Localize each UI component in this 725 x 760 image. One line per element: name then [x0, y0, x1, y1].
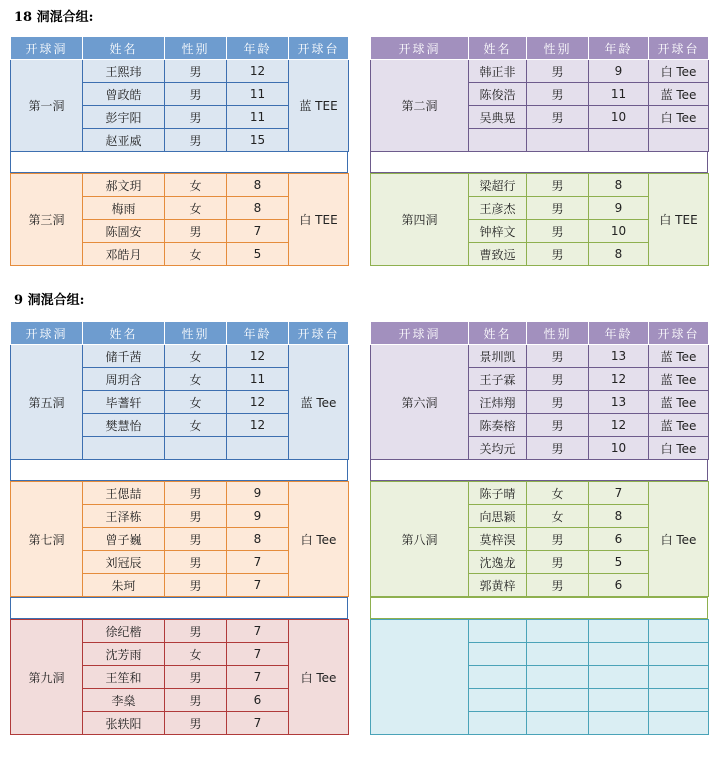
- section-title-18-hole: 18 洞混合组:: [14, 10, 94, 25]
- group-separator: [370, 597, 708, 619]
- header-tee-hole: 开球洞: [371, 37, 469, 60]
- player-name: 沈逸龙: [469, 551, 527, 574]
- player-gender: 男: [165, 60, 227, 83]
- empty-cell: [589, 712, 649, 735]
- player-age: [589, 129, 649, 152]
- tee-box: 白 Tee: [649, 482, 709, 597]
- player-gender: 男: [527, 574, 589, 597]
- hole-label: 第二洞: [371, 60, 469, 152]
- player-age: 5: [227, 243, 289, 266]
- player-age: 13: [589, 391, 649, 414]
- player-name: 刘冠辰: [83, 551, 165, 574]
- player-age: 12: [227, 345, 289, 368]
- group-separator: [10, 597, 348, 619]
- header-row: [371, 322, 709, 345]
- header-tee-hole: 开球洞: [371, 322, 469, 345]
- player-gender: 男: [527, 60, 589, 83]
- empty-cell: [589, 643, 649, 666]
- player-gender: 男: [527, 345, 589, 368]
- empty-cell: [649, 689, 709, 712]
- player-age: 9: [227, 482, 289, 505]
- group-table-hole-9: [10, 619, 349, 735]
- header-name: 姓名: [83, 37, 165, 60]
- player-age: 11: [227, 83, 289, 106]
- player-gender: [527, 129, 589, 152]
- player-age: 7: [227, 551, 289, 574]
- player-name: 关均元: [469, 437, 527, 460]
- empty-cell: [469, 643, 527, 666]
- player-name: 储千茜: [83, 345, 165, 368]
- player-name: 朱珂: [83, 574, 165, 597]
- tee-box: 白 Tee: [649, 60, 709, 83]
- group-table-hole-2: [370, 36, 709, 152]
- player-age: 10: [589, 220, 649, 243]
- empty-cell: [649, 643, 709, 666]
- player-name: 毕蓍轩: [83, 391, 165, 414]
- player-gender: 男: [165, 666, 227, 689]
- hole-label: 第八洞: [371, 482, 469, 597]
- player-name: 陈奏榕: [469, 414, 527, 437]
- group-table-hole-8: [370, 481, 709, 597]
- player-name: 张轶阳: [83, 712, 165, 735]
- header-row: [11, 37, 349, 60]
- group-separator: [370, 459, 708, 481]
- table-row: [11, 60, 349, 83]
- tee-box: 蓝 Tee: [649, 391, 709, 414]
- player-name: 韩正非: [469, 60, 527, 83]
- player-gender: 男: [165, 482, 227, 505]
- player-gender: 男: [165, 129, 227, 152]
- player-gender: 男: [527, 391, 589, 414]
- table-row: [371, 345, 709, 368]
- player-gender: 男: [165, 83, 227, 106]
- player-gender: 女: [165, 197, 227, 220]
- player-name: 陈俊浩: [469, 83, 527, 106]
- player-name: 樊慧怡: [83, 414, 165, 437]
- player-gender: 女: [165, 414, 227, 437]
- group-table-hole-1: [10, 36, 349, 152]
- section-title-9-hole: 9 洞混合组:: [14, 293, 85, 308]
- player-age: 5: [589, 551, 649, 574]
- player-gender: 男: [165, 505, 227, 528]
- empty-cell: [589, 689, 649, 712]
- player-age: 8: [589, 243, 649, 266]
- empty-cell: [527, 689, 589, 712]
- tee-box: 蓝 Tee: [289, 345, 349, 460]
- player-age: 6: [589, 528, 649, 551]
- table-row: [11, 174, 349, 197]
- empty-cell: [649, 620, 709, 643]
- header-gender: 性别: [527, 322, 589, 345]
- player-name: 曹致远: [469, 243, 527, 266]
- header-name: 姓名: [83, 322, 165, 345]
- group-table-hole-3: [10, 173, 349, 266]
- player-gender: 男: [527, 437, 589, 460]
- player-name: 景圳凯: [469, 345, 527, 368]
- empty-cell: [589, 666, 649, 689]
- header-name: 姓名: [469, 322, 527, 345]
- player-name: 梅雨: [83, 197, 165, 220]
- player-name: 周玥含: [83, 368, 165, 391]
- player-gender: 男: [165, 220, 227, 243]
- player-name: 赵亚威: [83, 129, 165, 152]
- player-name: 向思颖: [469, 505, 527, 528]
- player-name: [469, 129, 527, 152]
- header-name: 姓名: [469, 37, 527, 60]
- player-gender: [165, 437, 227, 460]
- player-age: 7: [227, 666, 289, 689]
- player-age: 7: [227, 643, 289, 666]
- header-row: [371, 37, 709, 60]
- empty-cell: [649, 712, 709, 735]
- group-separator: [370, 151, 708, 173]
- hole-label: 第七洞: [11, 482, 83, 597]
- player-age: 7: [227, 574, 289, 597]
- table-row: [371, 620, 709, 643]
- player-name: 李燊: [83, 689, 165, 712]
- player-name: 吴典晃: [469, 106, 527, 129]
- header-tee-box: 开球台: [649, 322, 709, 345]
- group-table-hole-4: [370, 173, 709, 266]
- hole-label: [371, 620, 469, 735]
- player-gender: 男: [527, 243, 589, 266]
- tee-box: 白 TEE: [649, 174, 709, 266]
- player-name: 郝文玥: [83, 174, 165, 197]
- player-name: 梁超行: [469, 174, 527, 197]
- player-gender: 女: [165, 368, 227, 391]
- player-gender: 男: [527, 197, 589, 220]
- header-age: 年龄: [227, 322, 289, 345]
- empty-cell: [589, 620, 649, 643]
- tee-box: 白 Tee: [649, 437, 709, 460]
- player-age: 13: [589, 345, 649, 368]
- player-age: 9: [589, 197, 649, 220]
- player-age: 12: [589, 414, 649, 437]
- tee-box: 白 Tee: [649, 106, 709, 129]
- group-separator: [10, 151, 348, 173]
- player-gender: 男: [165, 528, 227, 551]
- hole-label: 第九洞: [11, 620, 83, 735]
- player-age: 8: [589, 505, 649, 528]
- table-row: [371, 482, 709, 505]
- player-age: 11: [589, 83, 649, 106]
- header-age: 年龄: [589, 322, 649, 345]
- table-row: [11, 345, 349, 368]
- player-gender: 男: [165, 106, 227, 129]
- player-gender: 女: [165, 345, 227, 368]
- empty-cell: [469, 666, 527, 689]
- header-age: 年龄: [227, 37, 289, 60]
- player-gender: 男: [527, 551, 589, 574]
- group-table-hole-5: [10, 321, 349, 460]
- player-gender: 男: [527, 220, 589, 243]
- player-name: 王彦杰: [469, 197, 527, 220]
- empty-cell: [527, 643, 589, 666]
- player-name: 沈芳雨: [83, 643, 165, 666]
- player-age: 10: [589, 106, 649, 129]
- table-row: [371, 60, 709, 83]
- player-name: 曾子巍: [83, 528, 165, 551]
- hole-label: 第三洞: [11, 174, 83, 266]
- player-age: 12: [227, 60, 289, 83]
- player-name: 曾政皓: [83, 83, 165, 106]
- player-name: 莫梓淏: [469, 528, 527, 551]
- player-gender: 男: [165, 689, 227, 712]
- player-gender: 女: [165, 174, 227, 197]
- header-tee-hole: 开球洞: [11, 322, 83, 345]
- player-age: 12: [227, 391, 289, 414]
- header-gender: 性别: [527, 37, 589, 60]
- player-gender: 男: [165, 574, 227, 597]
- player-age: 7: [227, 712, 289, 735]
- player-age: 9: [589, 60, 649, 83]
- header-gender: 性别: [165, 37, 227, 60]
- tee-box: 蓝 Tee: [649, 345, 709, 368]
- player-gender: 男: [165, 551, 227, 574]
- header-age: 年龄: [589, 37, 649, 60]
- empty-cell: [527, 666, 589, 689]
- tee-box: [649, 129, 709, 152]
- player-gender: 男: [527, 528, 589, 551]
- player-age: 11: [227, 368, 289, 391]
- player-gender: 女: [527, 505, 589, 528]
- header-tee-box: 开球台: [289, 322, 349, 345]
- player-gender: 男: [527, 83, 589, 106]
- table-row: [371, 174, 709, 197]
- player-age: 8: [227, 528, 289, 551]
- player-gender: 男: [165, 620, 227, 643]
- player-name: 王子霖: [469, 368, 527, 391]
- player-name: 徐纪楷: [83, 620, 165, 643]
- player-gender: 女: [165, 243, 227, 266]
- empty-cell: [469, 620, 527, 643]
- tee-box: 蓝 TEE: [289, 60, 349, 152]
- player-gender: 女: [165, 643, 227, 666]
- header-row: [11, 322, 349, 345]
- player-age: 7: [227, 220, 289, 243]
- player-gender: 男: [527, 174, 589, 197]
- hole-label: 第四洞: [371, 174, 469, 266]
- header-gender: 性别: [165, 322, 227, 345]
- tee-box: 蓝 Tee: [649, 414, 709, 437]
- player-age: 6: [227, 689, 289, 712]
- empty-cell: [527, 620, 589, 643]
- group-table-empty: [370, 619, 709, 735]
- tee-box: 蓝 Tee: [649, 83, 709, 106]
- player-gender: 女: [165, 391, 227, 414]
- player-age: 12: [589, 368, 649, 391]
- player-age: 7: [227, 620, 289, 643]
- player-name: 邓皓月: [83, 243, 165, 266]
- tee-box: 蓝 Tee: [649, 368, 709, 391]
- hole-label: 第一洞: [11, 60, 83, 152]
- player-name: 王泽栋: [83, 505, 165, 528]
- player-name: [83, 437, 165, 460]
- player-name: 陈圄安: [83, 220, 165, 243]
- player-age: 8: [227, 174, 289, 197]
- player-gender: 男: [527, 106, 589, 129]
- player-name: 陈子晴: [469, 482, 527, 505]
- player-age: 12: [227, 414, 289, 437]
- group-separator: [10, 459, 348, 481]
- player-gender: 女: [527, 482, 589, 505]
- empty-cell: [469, 712, 527, 735]
- table-row: [11, 620, 349, 643]
- player-age: 9: [227, 505, 289, 528]
- hole-label: 第六洞: [371, 345, 469, 460]
- player-age: [227, 437, 289, 460]
- player-gender: 男: [527, 414, 589, 437]
- group-table-hole-7: [10, 481, 349, 597]
- player-age: 10: [589, 437, 649, 460]
- player-name: 王熙玮: [83, 60, 165, 83]
- header-tee-hole: 开球洞: [11, 37, 83, 60]
- player-age: 6: [589, 574, 649, 597]
- player-name: 彭宇阳: [83, 106, 165, 129]
- empty-cell: [469, 689, 527, 712]
- tee-box: 白 TEE: [289, 174, 349, 266]
- player-age: 11: [227, 106, 289, 129]
- player-gender: 男: [165, 712, 227, 735]
- group-table-hole-6: [370, 321, 709, 460]
- tee-box: 白 Tee: [289, 620, 349, 735]
- header-tee-box: 开球台: [649, 37, 709, 60]
- table-row: [11, 482, 349, 505]
- player-age: 8: [589, 174, 649, 197]
- player-name: 王偲喆: [83, 482, 165, 505]
- player-name: 汪炜翔: [469, 391, 527, 414]
- player-age: 8: [227, 197, 289, 220]
- player-gender: 男: [527, 368, 589, 391]
- player-age: 7: [589, 482, 649, 505]
- player-name: 王笙和: [83, 666, 165, 689]
- player-name: 钟梓文: [469, 220, 527, 243]
- empty-cell: [649, 666, 709, 689]
- player-age: 15: [227, 129, 289, 152]
- tee-box: 白 Tee: [289, 482, 349, 597]
- hole-label: 第五洞: [11, 345, 83, 460]
- player-name: 郭黄梓: [469, 574, 527, 597]
- header-tee-box: 开球台: [289, 37, 349, 60]
- empty-cell: [527, 712, 589, 735]
